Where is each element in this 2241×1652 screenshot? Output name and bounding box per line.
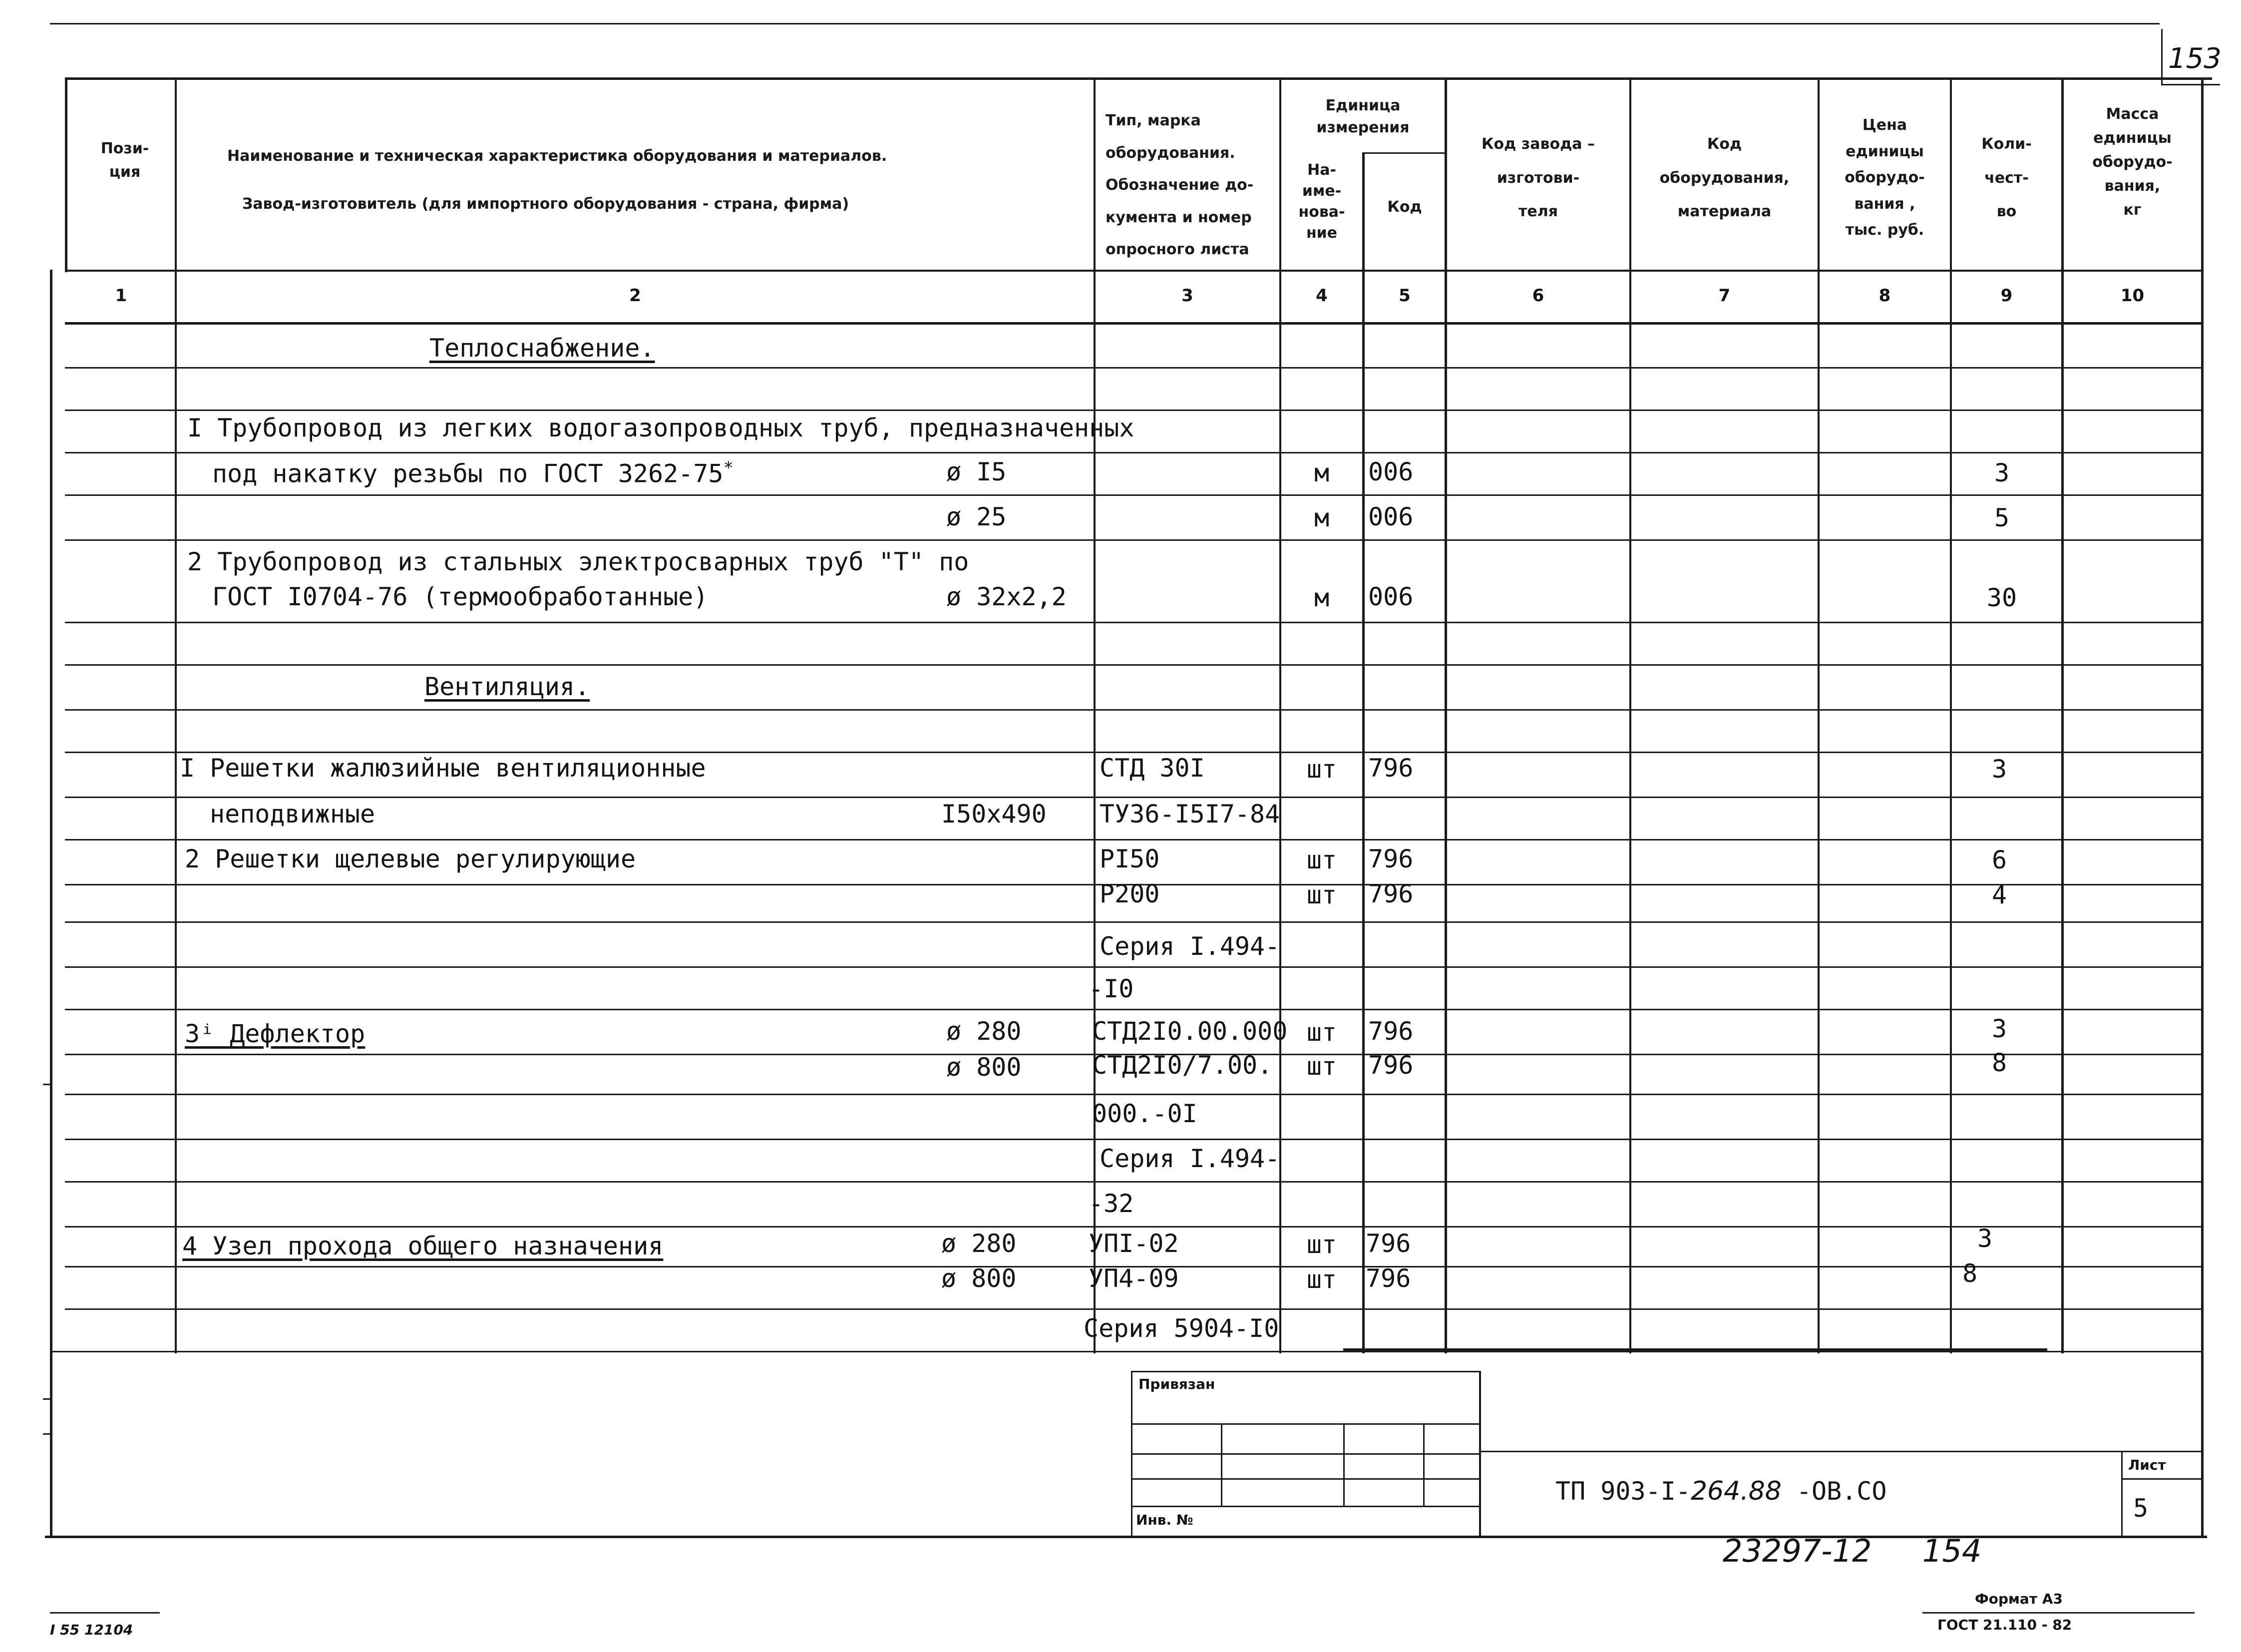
vline-8 — [1950, 77, 1952, 1353]
vent-item4-name: 4 Узел прохода общего назначения — [182, 1232, 664, 1260]
vent-item3-type1: СТД2I0.00.000 — [1092, 1017, 1288, 1046]
vent-item2-code1: 796 — [1368, 844, 1414, 873]
colnum-1: 1 — [115, 286, 127, 306]
vent-item3-size1: ø 280 — [946, 1017, 1022, 1046]
heating-item1-code2: 006 — [1368, 502, 1414, 531]
vent-item3-unit2: шт — [1306, 1052, 1337, 1081]
vent-item1-size: I50х490 — [941, 800, 1047, 828]
sheet-label: Лист — [2128, 1457, 2166, 1473]
table-top-border — [65, 77, 2212, 80]
vent-item4-type2: УП4-09 — [1089, 1264, 1179, 1293]
row-rule — [65, 1181, 2204, 1183]
vline-9 — [2061, 77, 2064, 1353]
designation-text: ТП 903-I-264.88 -ОВ.СО — [1555, 1476, 1887, 1506]
vent-item4-unit1: шт — [1306, 1230, 1337, 1259]
vent-item4-unit2: шт — [1306, 1265, 1337, 1294]
colnum-bottom-rule — [65, 322, 2204, 325]
stamp-top-rule — [1131, 1371, 1481, 1372]
vent-item1-line1: I Решетки жалюзийные вентиляционные — [180, 754, 706, 783]
heating-item2-qty: 30 — [1986, 583, 2017, 612]
vline-7 — [1818, 77, 1820, 1353]
stamp-rule — [1131, 1453, 1481, 1455]
top-rule — [50, 23, 2160, 24]
vent-item1-code: 796 — [1368, 754, 1414, 783]
handwritten-number-left: 23297-12 — [1723, 1533, 1872, 1569]
row-rule — [65, 410, 2204, 411]
stamp-sheet-rule — [2121, 1478, 2204, 1480]
colnum-6: 6 — [1532, 286, 1544, 306]
row-rule — [65, 367, 2204, 369]
section-heating-title: Теплоснабжение. — [429, 334, 655, 363]
row-rule — [65, 1094, 2204, 1095]
vent-item4-series: Серия 5904-I0 — [1084, 1314, 1279, 1343]
row-rule — [65, 797, 2204, 798]
colnum-2: 2 — [629, 286, 641, 306]
vline-1 — [175, 77, 177, 1353]
frame-left-lower — [50, 270, 52, 1538]
header-col4: На- име- нова- ние — [1298, 161, 1345, 242]
corner-rule-v — [2161, 29, 2163, 84]
stamp-rule — [1131, 1478, 1481, 1480]
stamp-title-top — [1479, 1451, 2203, 1452]
header-col9: Коли- чест- во — [1981, 135, 2032, 220]
vent-item4-code2: 796 — [1366, 1264, 1411, 1293]
header-col3: Тип, марка оборудования. Обозначение до- кумента и номер опросного листа — [1106, 112, 1254, 258]
stamp-rule — [1131, 1506, 1481, 1507]
row-rule — [65, 709, 2204, 711]
left-code: I 55 12104 — [50, 1622, 133, 1638]
header-col10: Масса единицы оборудо- вания, кг — [2092, 105, 2173, 219]
inv-label: Инв. № — [1136, 1512, 1193, 1528]
frame-bottom — [45, 1536, 2207, 1538]
heating-item2-line2: ГОСТ I0704-76 (термообработанные) — [212, 582, 709, 611]
colnum-9: 9 — [2000, 286, 2013, 306]
vent-item3-size2: ø 800 — [946, 1053, 1022, 1082]
gost-label: ГОСТ 21.110 - 82 — [1937, 1617, 2072, 1633]
row-rule — [65, 622, 2204, 623]
heating-item1-line2: под накатку резьбы по ГОСТ 3262-75* — [212, 458, 734, 488]
footer-rule — [1922, 1612, 2195, 1614]
vent-item4-size1: ø 280 — [941, 1229, 1017, 1258]
stamp-sheet-col — [2121, 1451, 2123, 1538]
colnum-10: 10 — [2120, 286, 2145, 306]
vent-item3-type2: СТД2I0/7.00. — [1092, 1051, 1273, 1080]
colnum-5: 5 — [1399, 286, 1411, 306]
vent-item2-unit2: шт — [1306, 880, 1337, 909]
row-rule — [65, 921, 2204, 923]
vent-item1-doc: ТУ36-I5I7-84 — [1100, 800, 1280, 828]
sheet-number: 5 — [2133, 1494, 2149, 1523]
vent-item2-type1: PI50 — [1100, 844, 1160, 873]
row-rule — [65, 1308, 2204, 1310]
vline-5 — [1445, 77, 1447, 1353]
stamp-rule — [1131, 1423, 1481, 1425]
colnum-4: 4 — [1316, 286, 1328, 306]
vent-item2-line1: 2 Решетки щелевые регулирующие — [185, 844, 636, 873]
vent-item4-code1: 796 — [1366, 1229, 1411, 1258]
row-rule — [65, 494, 2204, 496]
unit-group-rule — [1362, 152, 1447, 154]
vent-item4-size2: ø 800 — [941, 1264, 1017, 1293]
vent-item1-type: СТД 30I — [1100, 754, 1205, 783]
vent-item2-series1: Серия I.494- — [1100, 932, 1280, 961]
row-rule — [65, 452, 2204, 453]
sheet-mark-top: 153 — [2168, 42, 2222, 75]
heating-item2-unit: м — [1314, 583, 1330, 612]
colnum-7: 7 — [1718, 286, 1731, 306]
row-rule — [65, 839, 2204, 840]
heating-item2-code: 006 — [1368, 582, 1414, 611]
header-col5: Код — [1387, 198, 1422, 216]
format-label: Формат А3 — [1975, 1591, 2063, 1607]
privyazan-label: Привязан — [1138, 1376, 1215, 1392]
header-col8: Цена единицы оборудо- вания , тыс. руб. — [1845, 116, 1925, 239]
vent-item3-series2: -32 — [1089, 1189, 1134, 1218]
vent-item2-type2: Р200 — [1100, 879, 1160, 908]
vent-item4-type1: УПI-02 — [1089, 1229, 1179, 1258]
row-rule — [65, 1226, 2204, 1228]
margin-tick — [43, 1084, 52, 1085]
vent-item2-qty1: 6 — [1991, 845, 2007, 874]
vent-item4-qty2: 8 — [1962, 1259, 1978, 1288]
vline-6 — [1629, 77, 1631, 1353]
vline-2 — [1094, 77, 1096, 1353]
vent-item2-unit1: шт — [1306, 845, 1337, 874]
heating-item1-unit2: м — [1314, 503, 1330, 532]
vent-item2-qty2: 4 — [1991, 880, 2007, 909]
frame-left-upper — [65, 77, 67, 272]
handwritten-number-right: 154 — [1922, 1533, 1982, 1569]
header-unit-group: Единица измерения — [1316, 97, 1410, 136]
stamp-col — [1343, 1423, 1345, 1506]
vent-item3-qty1: 3 — [1991, 1014, 2007, 1043]
footer-rule-left — [50, 1612, 160, 1614]
heating-item1-line1: I Трубопровод из легких водогазопроводных труб, предназначенных — [187, 413, 1134, 442]
header-col7: Код оборудования, материала — [1659, 135, 1790, 220]
vent-item4-qty1: 3 — [1977, 1224, 1993, 1253]
heating-item1-unit1: м — [1314, 458, 1330, 487]
stamp-col — [1221, 1423, 1222, 1506]
heating-item1-code1: 006 — [1368, 457, 1414, 486]
stamp-col — [1423, 1423, 1425, 1506]
vent-item3-qty2: 8 — [1991, 1048, 2007, 1077]
row-rule — [65, 966, 2204, 968]
frame-right — [2201, 77, 2204, 1538]
row-rule — [65, 539, 2204, 541]
vent-item3-type2-cont: 000.-0I — [1092, 1099, 1197, 1128]
colnum-3: 3 — [1181, 286, 1193, 306]
vent-item1-line2: неподвижные — [210, 800, 375, 828]
row-rule — [65, 752, 2204, 753]
heating-item2-line1: 2 Трубопровод из стальных электросварных труб "Т" по — [187, 547, 969, 576]
row-rule-last — [50, 1351, 2204, 1352]
section-ventilation-title: Вентиляция. — [424, 672, 590, 701]
header-bottom-rule — [65, 270, 2204, 272]
heating-item1-qty1: 3 — [1994, 458, 2010, 487]
header-col1: Пози- ция — [100, 140, 149, 181]
vent-item3-unit1: шт — [1306, 1018, 1337, 1047]
vent-item3-code1: 796 — [1368, 1017, 1414, 1046]
margin-tick — [43, 1398, 52, 1400]
header-col6: Код завода – изготови- теля — [1482, 135, 1595, 220]
vent-item1-qty: 3 — [1991, 755, 2007, 784]
vent-item2-series2: -I0 — [1089, 974, 1134, 1003]
header-col2: Наименование и техническая характеристика оборудования и материалов. Завод-изготовитель (для импортного оборудования - страна, фирма) — [227, 147, 887, 213]
vent-item2-code2: 796 — [1368, 879, 1414, 908]
colnum-8: 8 — [1878, 286, 1891, 306]
heating-item1-size2: ø 25 — [946, 502, 1007, 531]
row-rule — [65, 664, 2204, 666]
vent-item3-code2: 796 — [1368, 1051, 1414, 1080]
margin-tick — [43, 1433, 52, 1435]
heating-item1-size1: ø I5 — [946, 457, 1007, 486]
row-rule — [65, 1009, 2204, 1010]
heating-item2-size: ø 32х2,2 — [946, 582, 1067, 611]
vent-item3-name: 3ⁱ Дефлектор — [185, 1019, 366, 1048]
vent-item1-unit: шт — [1306, 755, 1337, 784]
heating-item1-qty2: 5 — [1994, 503, 2010, 532]
corner-rule-h — [2161, 84, 2220, 85]
row-rule — [65, 1139, 2204, 1140]
vent-item3-series1: Серия I.494- — [1100, 1144, 1280, 1173]
